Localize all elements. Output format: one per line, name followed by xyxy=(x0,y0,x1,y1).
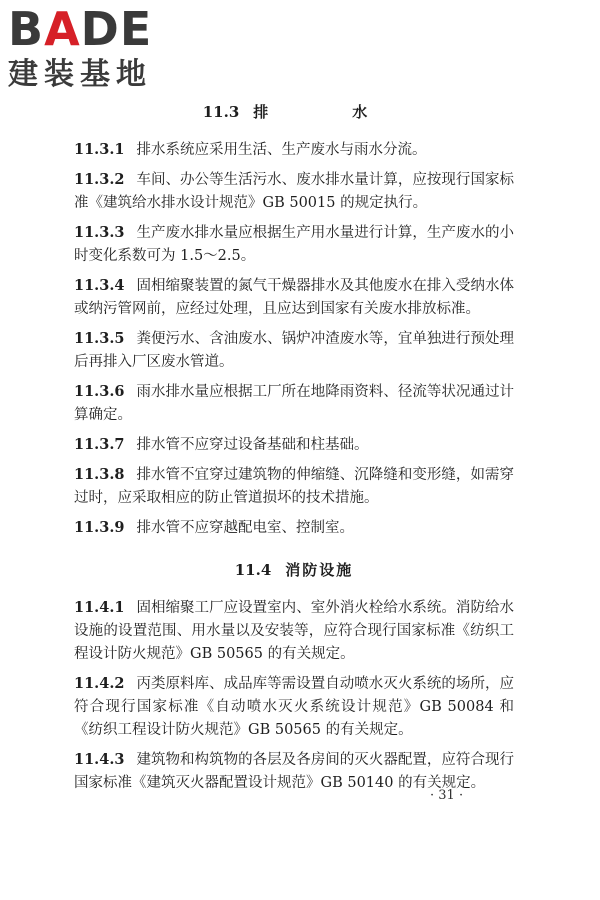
section-number: 11.4 xyxy=(234,561,272,579)
section-title: 消防设施 xyxy=(285,561,354,579)
clause-number: 11.4.1 xyxy=(74,599,125,616)
clause-text: 建筑物和构筑物的各层及各房间的灭火器配置，应符合现行国家标准《建筑灭火器配置设计规范》GB 50140 的有关规定。 xyxy=(74,752,514,791)
section-heading xyxy=(74,100,514,124)
bade-logo xyxy=(8,2,178,92)
logo-word-text: BADE xyxy=(8,2,153,56)
clause-text: 固相缩聚装置的氮气干燥器排水及其他废水在排入受纳水体或纳污管网前，应经过处理，且应达到国家有关废水排放标准。 xyxy=(74,278,514,317)
logo-subtitle: 建装基地 xyxy=(8,57,152,92)
clause-number: 11.3.1 xyxy=(74,141,125,158)
clause-number: 11.3.7 xyxy=(74,436,125,453)
section-title: 排 水 xyxy=(253,103,386,121)
clause-item xyxy=(74,516,514,540)
clause-text: 排水管不宜穿过建筑物的伸缩缝、沉降缝和变形缝，如需穿过时，应采取相应的防止管道损坏的技术措施。 xyxy=(74,467,514,506)
clause-item xyxy=(74,596,514,666)
clause-list xyxy=(74,138,514,540)
clause-number: 11.3.9 xyxy=(74,519,125,536)
clause-text: 排水管不应穿越配电室、控制室。 xyxy=(136,520,354,536)
clause-item xyxy=(74,672,514,742)
clause-text: 丙类原料库、成品库等需设置自动喷水灭火系统的场所，应符合现行国家标准《自动喷水灭火系统设计规范》GB 50084 和《纺织工程设计防火规范》GB 50565 的有关规定。 xyxy=(74,676,514,738)
page-number: · 31 · xyxy=(430,788,464,803)
logo-word xyxy=(8,2,178,56)
clause-number: 11.3.4 xyxy=(74,277,125,294)
clause-number: 11.3.6 xyxy=(74,383,125,400)
clause-text: 车间、办公等生活污水、废水排水量计算，应按现行国家标准《建筑给水排水设计规范》GB 50015 的规定执行。 xyxy=(74,172,514,211)
clause-number: 11.3.2 xyxy=(74,171,125,188)
clause-text: 雨水排水量应根据工厂所在地降雨资料、径流等状况通过计算确定。 xyxy=(74,384,514,423)
clause-item xyxy=(74,274,514,321)
document-page xyxy=(74,100,514,813)
section-11-4 xyxy=(74,558,514,795)
clause-item xyxy=(74,463,514,510)
clause-item xyxy=(74,168,514,215)
section-11-3 xyxy=(74,100,514,540)
clause-item xyxy=(74,433,514,457)
clause-text: 生产废水排水量应根据生产用水量进行计算，生产废水的小时变化系数可为 1.5～2.5。 xyxy=(74,225,514,264)
clause-text: 固相缩聚工厂应设置室内、室外消火栓给水系统。消防给水设施的设置范围、用水量以及安装等，应符合现行国家标准《纺织工程设计防火规范》GB 50565 的有关规定。 xyxy=(74,600,514,662)
section-number: 11.3 xyxy=(202,103,240,121)
clause-number: 11.3.3 xyxy=(74,224,125,241)
clause-item xyxy=(74,138,514,162)
clause-number: 11.4.2 xyxy=(74,675,125,692)
clause-text: 排水系统应采用生活、生产废水与雨水分流。 xyxy=(136,142,427,158)
clause-item xyxy=(74,327,514,374)
section-heading xyxy=(74,558,514,582)
clause-item xyxy=(74,380,514,427)
clause-number: 11.3.5 xyxy=(74,330,125,347)
clause-list xyxy=(74,596,514,795)
clause-text: 排水管不应穿过设备基础和柱基础。 xyxy=(136,437,369,453)
clause-item xyxy=(74,221,514,268)
clause-number: 11.3.8 xyxy=(74,466,125,483)
clause-text: 粪便污水、含油废水、锅炉冲渣废水等，宜单独进行预处理后再排入厂区废水管道。 xyxy=(74,331,514,370)
clause-number: 11.4.3 xyxy=(74,751,125,768)
